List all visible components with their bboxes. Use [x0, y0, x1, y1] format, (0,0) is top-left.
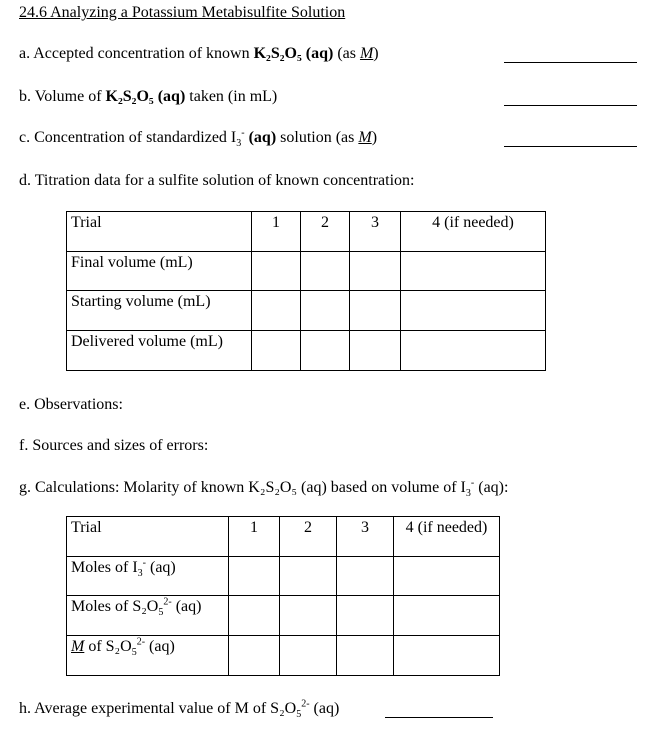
row-label-delivered-volume: Delivered volume (mL) — [67, 331, 252, 371]
table-row — [67, 252, 546, 291]
page-title: 24.6 Analyzing a Potassium Metabisulfite Solution — [19, 4, 346, 21]
data-cell[interactable] — [252, 331, 301, 371]
row-label-final-volume: Final volume (mL) — [67, 252, 252, 291]
header-trial: Trial — [67, 212, 252, 252]
titration-data-table — [66, 211, 546, 371]
item-b-answer-blank[interactable] — [504, 105, 637, 106]
data-cell[interactable] — [401, 331, 546, 371]
row-label-moles-i3: Moles of $I_3^-$ (aq) — [67, 557, 229, 596]
header-trial-3: 3 — [337, 517, 394, 557]
data-cell[interactable] — [350, 291, 401, 331]
header-trial-4: 4 (if needed) — [401, 212, 546, 252]
table-row — [67, 596, 500, 636]
item-g-label: g. Calculations: Molarity of known K₂S₂O₅ (aq) based on volume of $I_3^-$ (aq): — [19, 477, 509, 500]
header-trial-1: 1 — [252, 212, 301, 252]
item-c-answer-blank[interactable] — [504, 146, 637, 147]
table-header-row — [67, 212, 546, 252]
item-b-label: b. Volume of K₂S₂O₅ (aq) taken (in mL) — [19, 88, 278, 105]
data-cell[interactable] — [252, 252, 301, 291]
data-cell[interactable] — [301, 331, 350, 371]
data-cell[interactable] — [252, 291, 301, 331]
data-cell[interactable] — [401, 252, 546, 291]
data-cell[interactable] — [229, 596, 280, 636]
table-header-row — [67, 517, 500, 557]
data-cell[interactable] — [337, 596, 394, 636]
item-d-label: d. Titration data for a sulfite solution of known concentration: — [19, 172, 415, 189]
data-cell[interactable] — [280, 596, 337, 636]
header-trial-1: 1 — [229, 517, 280, 557]
row-label-molarity-s2o5: M of $S_2O_5^{2-}$ (aq) — [67, 636, 229, 676]
item-e-label: e. Observations: — [19, 396, 123, 413]
data-cell[interactable] — [350, 252, 401, 291]
data-cell[interactable] — [337, 557, 394, 596]
header-trial: Trial — [67, 517, 229, 557]
data-cell[interactable] — [394, 636, 500, 676]
item-h-answer-blank[interactable] — [385, 717, 493, 718]
item-f-label: f. Sources and sizes of errors: — [19, 437, 209, 454]
row-label-moles-s2o5: Moles of $S_2O_5^{2-}$ (aq) — [67, 596, 229, 636]
data-cell[interactable] — [229, 636, 280, 676]
table-row — [67, 557, 500, 596]
item-c-label: c. Concentration of standardized $I_3^-$ (aq) solution (as M) — [19, 127, 378, 150]
calculations-table — [66, 516, 500, 676]
data-cell[interactable] — [394, 557, 500, 596]
data-cell[interactable] — [337, 636, 394, 676]
header-trial-2: 2 — [301, 212, 350, 252]
table-row — [67, 331, 546, 371]
data-cell[interactable] — [229, 557, 280, 596]
table-row — [67, 636, 500, 676]
table-row — [67, 291, 546, 331]
item-a-answer-blank[interactable] — [504, 62, 637, 63]
data-cell[interactable] — [280, 636, 337, 676]
header-trial-2: 2 — [280, 517, 337, 557]
data-cell[interactable] — [301, 291, 350, 331]
header-trial-3: 3 — [350, 212, 401, 252]
data-cell[interactable] — [280, 557, 337, 596]
item-a-label: a. Accepted concentration of known K₂S₂O₅ (aq) (as M) — [19, 45, 379, 62]
data-cell[interactable] — [301, 252, 350, 291]
data-cell[interactable] — [394, 596, 500, 636]
item-h-label: h. Average experimental value of M of $S_2O_5^{2-}$ (aq) — [19, 698, 340, 721]
row-label-starting-volume: Starting volume (mL) — [67, 291, 252, 331]
header-trial-4: 4 (if needed) — [394, 517, 500, 557]
data-cell[interactable] — [401, 291, 546, 331]
data-cell[interactable] — [350, 331, 401, 371]
